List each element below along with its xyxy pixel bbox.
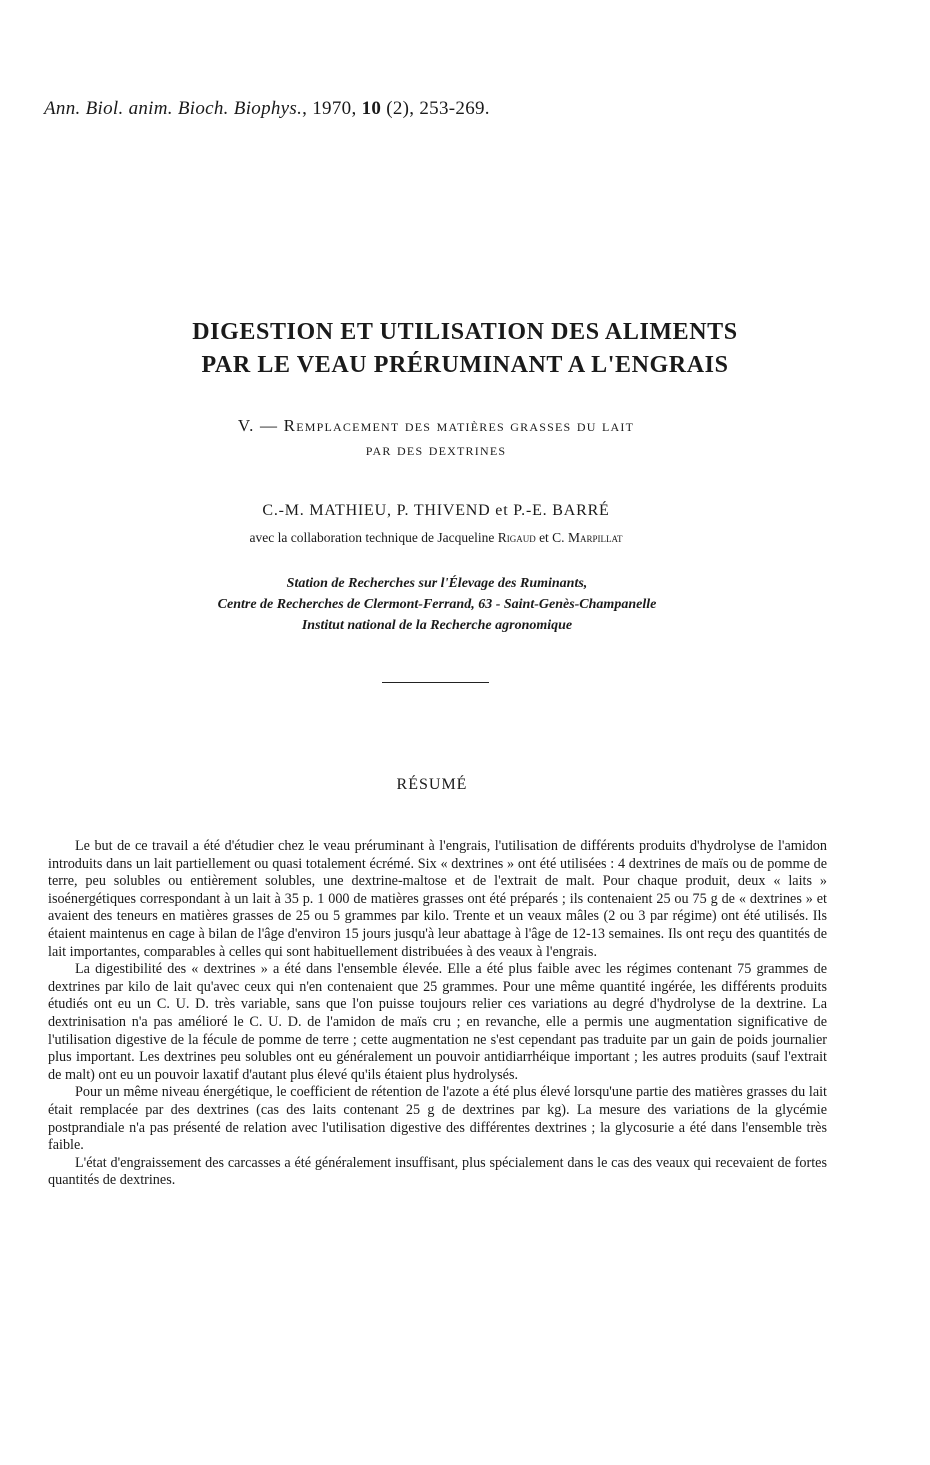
- collaboration-prefix: avec la collaboration technique de Jacqueline: [249, 530, 498, 545]
- section-divider: [382, 682, 489, 683]
- paper-subtitle-line-2: par des dextrines: [365, 440, 507, 459]
- abstract-paragraph-2: La digestibilité des « dextrines » a été dans l'ensemble élevée. Elle a été plus faible avec les régimes contenant 75 grammes de dextrines par kilo de lait qu'avec ceux qui n'en contenaient que 25 grammes. Pour une même quantité ingérée, les différents produits étudiés ont eu un C. U. D. très variable, sans que l'on puisse toujours relier ces variations au degré d'hydrolyse de la dextrine. La dextrinisation n'a pas amélioré le C. U. D. de l'amidon de maïs cru ; en revanche, elle a permis une augmentation significative de l'utilisation digestive de la fécule de pomme de terre ; cette augmentation ne s'est cependant pas traduite par un gain de poids journalier plus important. Les dextrines peu solubles ont eu généralement un pouvoir antidiarrhéique important ; les autres produits (sauf l'extrait de malt) ont eu un pouvoir laxatif d'autant plus élevé qu'ils étaient plus hydrolysés.: [48, 961, 827, 1083]
- abstract-paragraph-4: L'état d'engraissement des carcasses a été généralement insuffisant, plus spécialement dans le cas des veaux qui recevaient de fortes quantités de dextrines.: [48, 1154, 827, 1189]
- affiliation-line-3: Institut national de la Recherche agronomique: [301, 618, 573, 633]
- paper-title-line-2: PAR LE VEAU PRÉRUMINANT A L'ENGRAIS: [201, 352, 729, 378]
- journal-pages: (2), 253-269.: [381, 98, 490, 119]
- collaborator-name-2: Marpillat: [567, 530, 623, 545]
- resume-heading: RÉSUMÉ: [396, 776, 468, 793]
- abstract-body: [48, 838, 827, 1190]
- collaboration-line: [0, 530, 872, 546]
- journal-citation: [44, 98, 490, 120]
- paper-subtitle-line-1: V. — Remplacement des matières grasses du lait: [237, 416, 635, 435]
- paper-title-line-1: DIGESTION ET UTILISATION DES ALIMENTS: [192, 319, 738, 345]
- collaborator-name-1: Rigaud: [497, 530, 536, 545]
- affiliation-line-2: Centre de Recherches de Clermont-Ferrand, 63 - Saint-Genès-Champanelle: [217, 597, 657, 612]
- journal-volume: 10: [361, 98, 382, 119]
- abstract-paragraph-1: Le but de ce travail a été d'étudier chez le veau préruminant à l'engrais, l'utilisation de différents produits d'hydrolyse de l'amidon introduits dans un lait partiellement ou quasi totalement écrémé. Six « dextrines » ont été utilisées : 4 dextrines de maïs ou de pomme de terre, peu solubles ou entièrement solubles, une dextrine-maltose et de l'extrait de malt. Pour chaque produit, deux « laits » isoénergétiques correspondant à un lait à 35 p. 1 000 de matières grasses ont été préparés ; ils contenaient 25 ou 75 g de « dextrines » et avaient des teneurs en matières grasses de 25 ou 5 grammes par kilo. Trente et un veaux mâles (2 ou 3 par régime) ont été utilisés. Ils étaient maintenus en cage à bilan de l'âge d'environ 15 jours jusqu'à leur abattage à l'âge de 12-13 semaines. Ils ont reçu des quantités de lait importantes, comparables à celles qui sont habituellement distribuées à des veaux à l'engrais.: [48, 838, 827, 960]
- affiliation-line-1: Station de Recherches sur l'Élevage des Ruminants,: [286, 576, 588, 591]
- affiliation: [0, 573, 874, 636]
- paper-title: [0, 316, 930, 382]
- paper-subtitle: [0, 414, 872, 462]
- authors: C.-M. MATHIEU, P. THIVEND et P.-E. BARRÉ: [262, 502, 610, 519]
- journal-year: , 1970,: [302, 98, 362, 119]
- journal-name: Ann. Biol. anim. Bioch. Biophys.: [44, 98, 303, 119]
- collaboration-joiner: et C.: [535, 530, 568, 545]
- abstract-paragraph-3: Pour un même niveau énergétique, le coefficient de rétention de l'azote a été plus élevé lorsqu'une partie des matières grasses du lait était remplacée par des dextrines (cas des laits contenant 25 g de dextrines par kg). La mesure des variations de la glycémie postprandiale n'a pas présenté de relation avec l'utilisation digestive des différentes dextrines ; la glycosurie a été dans l'ensemble très faible.: [48, 1084, 827, 1154]
